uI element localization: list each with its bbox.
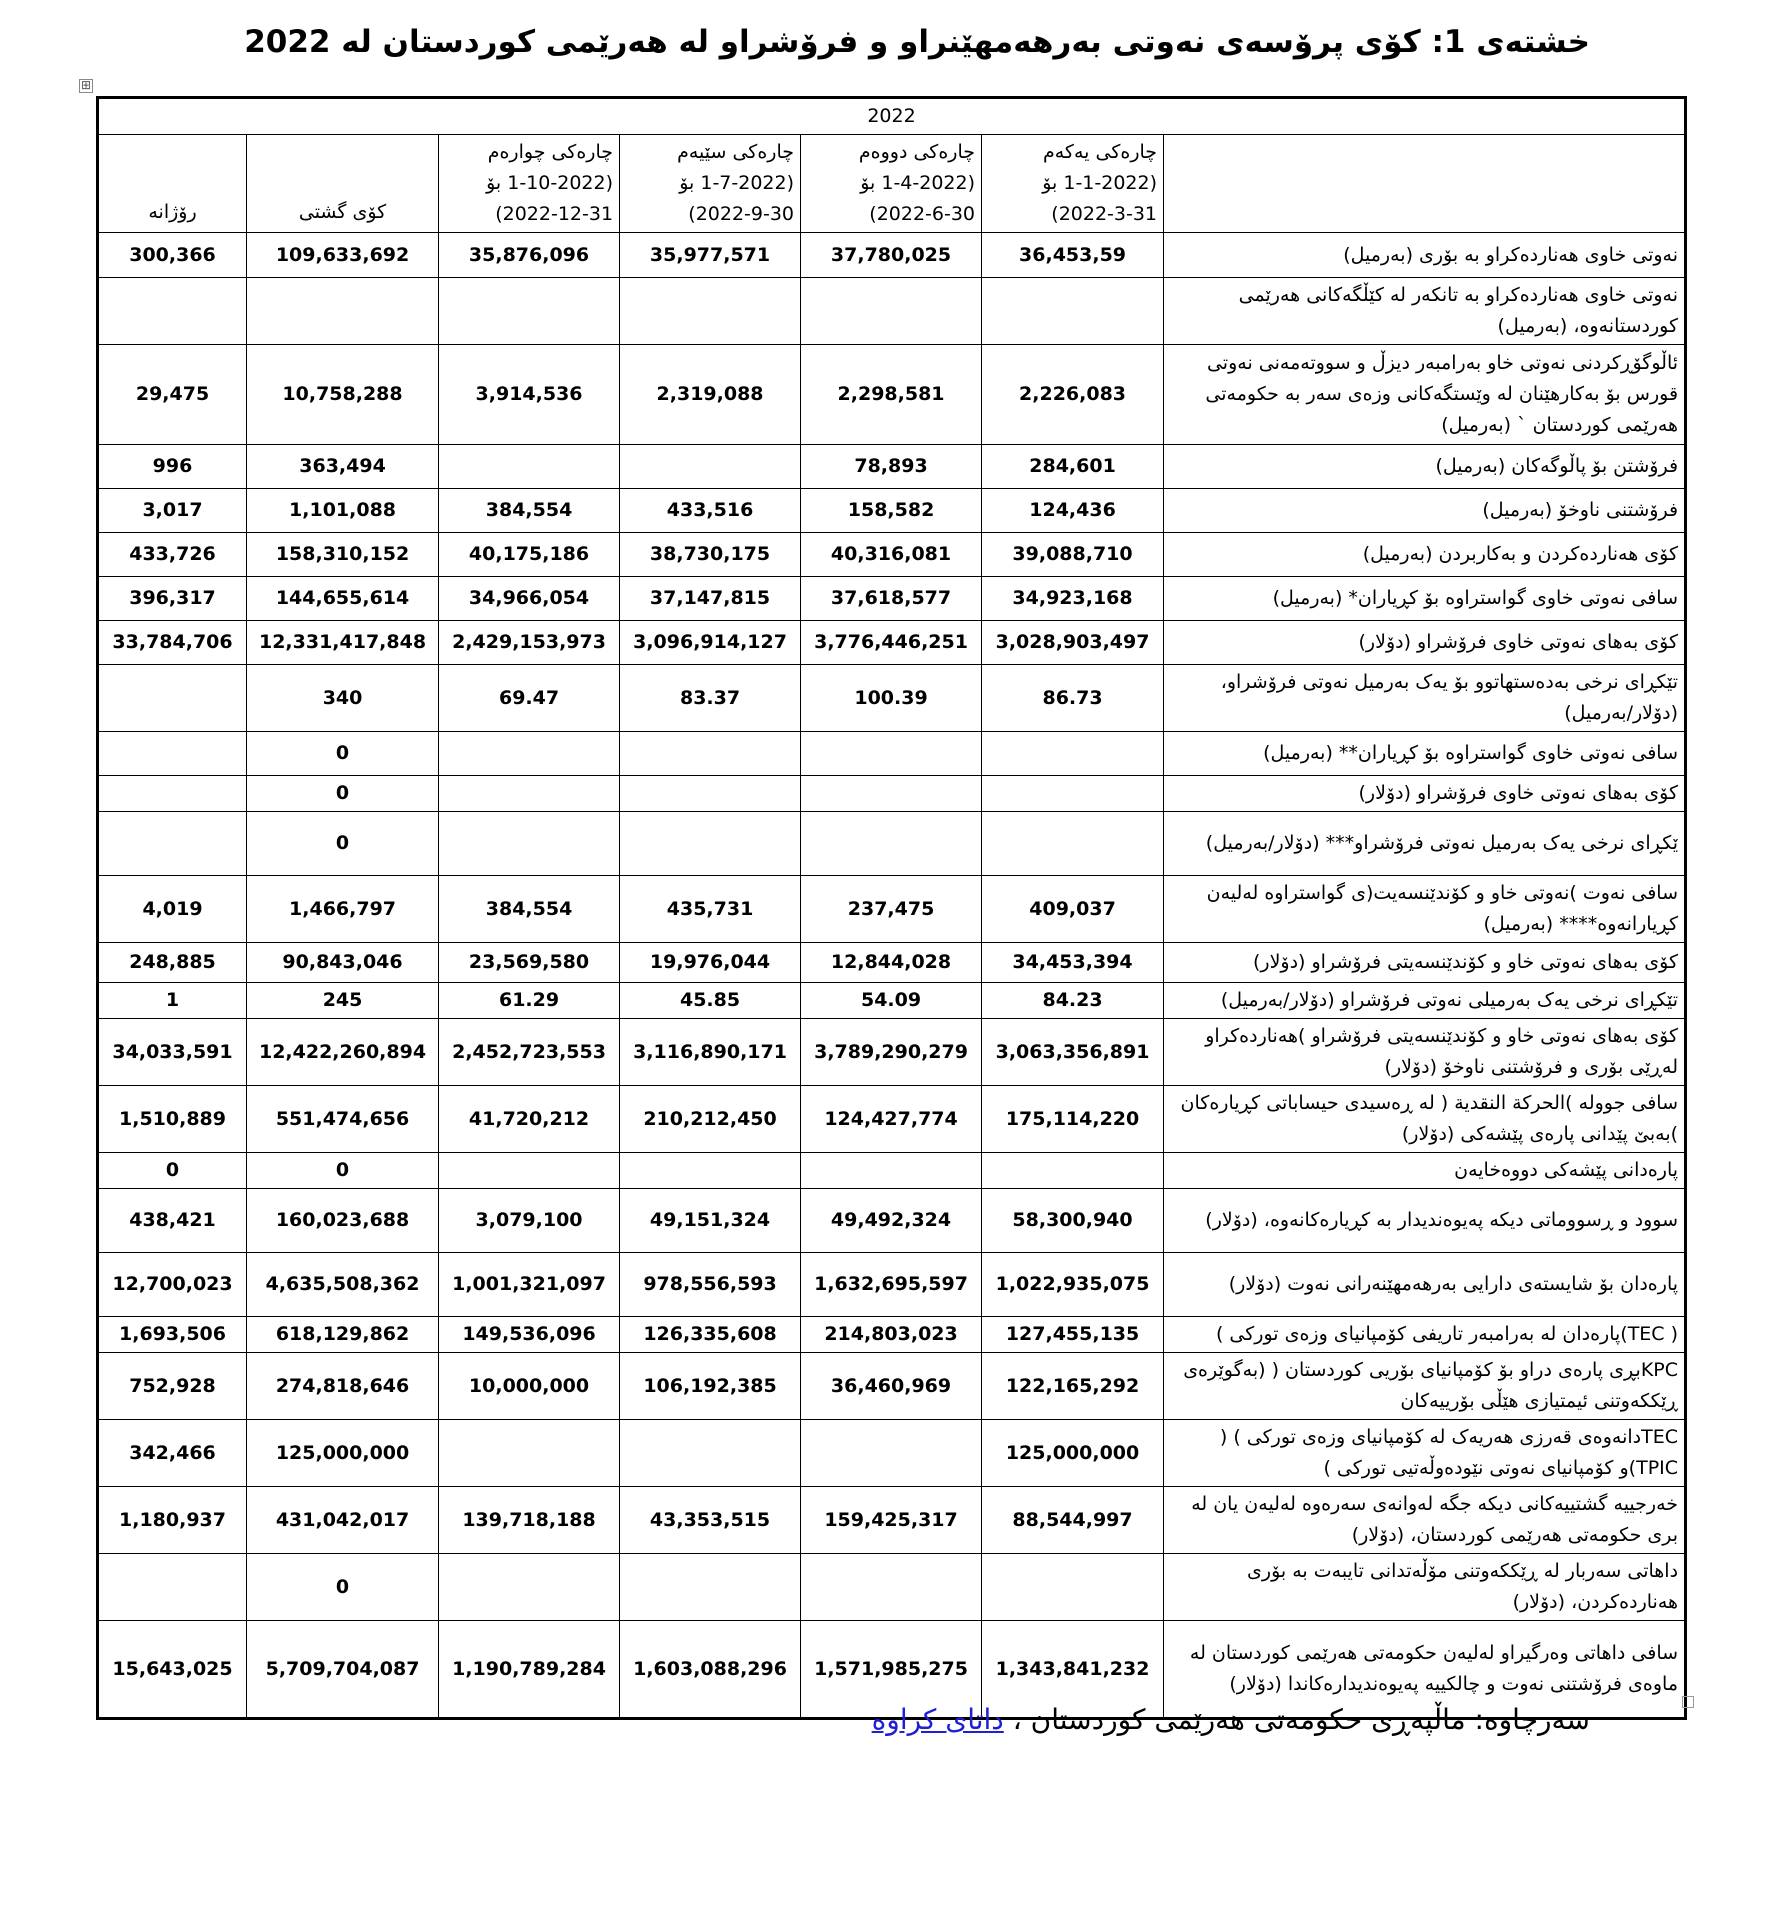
row-label: ئاڵوگۆڕکردنی نەوتی خاو بەرامبەر دیزڵ و سووتەمەنی نەوتی قورس بۆ بەکارهێنان لە وێستگەکانی وزەی سەر بە حکومەتی هەرێمی کوردستان ` (بەرمیل) <box>1164 345 1686 445</box>
cell-value: 0 <box>247 1153 439 1189</box>
cell-value: 40,175,186 <box>439 533 620 577</box>
cell-value <box>801 732 982 776</box>
cell-value: 1,632,695,597 <box>801 1253 982 1317</box>
cell-value <box>982 1153 1164 1189</box>
row-label: تێکڕای نرخی بەدەستهاتوو بۆ یەک بەرمیل نەوتی فرۆشراو، (دۆلار/بەرمیل) <box>1164 665 1686 732</box>
cell-value <box>620 1153 801 1189</box>
cell-value: 29,475 <box>98 345 247 445</box>
table-row <box>98 1189 1686 1253</box>
cell-value: 160,023,688 <box>247 1189 439 1253</box>
cell-value: 34,923,168 <box>982 577 1164 621</box>
table-row <box>98 1420 1686 1487</box>
cell-value: 300,366 <box>98 233 247 278</box>
table-row <box>98 1086 1686 1153</box>
cell-value: 1,190,789,284 <box>439 1621 620 1719</box>
cell-value: 35,977,571 <box>620 233 801 278</box>
cell-value <box>982 776 1164 812</box>
cell-value <box>439 445 620 489</box>
row-label: کۆی بەهای نەوتی خاو و کۆندێنسەیتی فرۆشراو (دۆلار) <box>1164 943 1686 983</box>
page-title: خشتەی 1: کۆی پرۆسەی نەوتی بەرهەمهێنراو و فرۆشراو لە هەرێمی کوردستان لە 2022 <box>244 24 1590 60</box>
cell-value: 45.85 <box>620 983 801 1019</box>
cell-value: 752,928 <box>98 1353 247 1420</box>
col-header-daily: رۆژانە <box>98 135 247 233</box>
row-label: پارەدانی پێشەکی دووەخایەن <box>1164 1153 1686 1189</box>
cell-value: 0 <box>247 732 439 776</box>
cell-value <box>801 812 982 876</box>
year-header-row <box>98 98 1686 135</box>
cell-value: 3,079,100 <box>439 1189 620 1253</box>
row-label: TECدانەوەی قەرزی هەریەک لە کۆمپانیای وزەی تورکی ) ( TPIC)و کۆمپانیای نەوتی نێودەوڵەتیی تورکی ) <box>1164 1420 1686 1487</box>
table-row <box>98 577 1686 621</box>
cell-value: 2,298,581 <box>801 345 982 445</box>
cell-value: 340 <box>247 665 439 732</box>
cell-value <box>439 776 620 812</box>
cell-value: 1,022,935,075 <box>982 1253 1164 1317</box>
cell-value: 396,317 <box>98 577 247 621</box>
column-header-row <box>98 135 1686 233</box>
table-row <box>98 621 1686 665</box>
cell-value: 41,720,212 <box>439 1086 620 1153</box>
col-header-q3: چارەکی سێیەم (1-7-2022 بۆ 2022-9-30) <box>620 135 801 233</box>
cell-value: 34,966,054 <box>439 577 620 621</box>
cell-value: 3,914,536 <box>439 345 620 445</box>
cell-value <box>439 278 620 345</box>
cell-value: 158,582 <box>801 489 982 533</box>
cell-value: 3,028,903,497 <box>982 621 1164 665</box>
table-row <box>98 1019 1686 1086</box>
cell-value <box>982 1554 1164 1621</box>
source-line <box>400 1703 1590 1736</box>
cell-value: 4,635,508,362 <box>247 1253 439 1317</box>
cell-value: 58,300,940 <box>982 1189 1164 1253</box>
cell-value <box>439 812 620 876</box>
cell-value: 37,618,577 <box>801 577 982 621</box>
table-resize-handle[interactable] <box>1682 1696 1694 1708</box>
cell-value: 34,033,591 <box>98 1019 247 1086</box>
row-label: سافی نەوتی خاوی گواستراوە بۆ کڕیاران** (بەرمیل) <box>1164 732 1686 776</box>
cell-value: 40,316,081 <box>801 533 982 577</box>
cell-value: 125,000,000 <box>247 1420 439 1487</box>
cell-value: 433,516 <box>620 489 801 533</box>
cell-value: 36,453,59 <box>982 233 1164 278</box>
cell-value: 431,042,017 <box>247 1487 439 1554</box>
cell-value: 78,893 <box>801 445 982 489</box>
cell-value <box>439 1554 620 1621</box>
cell-value: 144,655,614 <box>247 577 439 621</box>
cell-value: 237,475 <box>801 876 982 943</box>
cell-value: 0 <box>247 812 439 876</box>
row-label: سافی نەوت )نەوتی خاو و کۆندێنسەیت(ی گواستراوە لەلیەن کڕیارانەوە**** (بەرمیل) <box>1164 876 1686 943</box>
cell-value: 35,876,096 <box>439 233 620 278</box>
cell-value: 34,453,394 <box>982 943 1164 983</box>
table-row <box>98 1353 1686 1420</box>
table-row <box>98 489 1686 533</box>
cell-value: 12,422,260,894 <box>247 1019 439 1086</box>
cell-value: 363,494 <box>247 445 439 489</box>
cell-value: 1,101,088 <box>247 489 439 533</box>
cell-value: 3,116,890,171 <box>620 1019 801 1086</box>
cell-value <box>620 278 801 345</box>
cell-value: 175,114,220 <box>982 1086 1164 1153</box>
cell-value: 0 <box>247 776 439 812</box>
cell-value: 284,601 <box>982 445 1164 489</box>
cell-value: 84.23 <box>982 983 1164 1019</box>
cell-value: 2,319,088 <box>620 345 801 445</box>
row-label: فرۆشتن بۆ پاڵوگەکان (بەرمیل) <box>1164 445 1686 489</box>
cell-value: 342,466 <box>98 1420 247 1487</box>
table-row <box>98 776 1686 812</box>
row-label: داهاتی سەربار لە ڕێککەوتنی مۆڵەتدانی تایبەت بە بۆری هەناردەکردن، (دۆلار) <box>1164 1554 1686 1621</box>
cell-value <box>98 732 247 776</box>
table-row <box>98 1153 1686 1189</box>
table-row <box>98 445 1686 489</box>
cell-value <box>98 1554 247 1621</box>
row-label: کۆی هەناردەکردن و بەکاربردن (بەرمیل) <box>1164 533 1686 577</box>
table-row <box>98 1317 1686 1353</box>
cell-value <box>801 1153 982 1189</box>
cell-value: 127,455,135 <box>982 1317 1164 1353</box>
row-label: نەوتی خاوی هەناردەکراو بە بۆری (بەرمیل) <box>1164 233 1686 278</box>
cell-value <box>439 732 620 776</box>
row-label: کۆی بەهای نەوتی خاوی فرۆشراو (دۆلار) <box>1164 776 1686 812</box>
cell-value: 15,643,025 <box>98 1621 247 1719</box>
row-label: فرۆشتنی ناوخۆ (بەرمیل) <box>1164 489 1686 533</box>
cell-value: 122,165,292 <box>982 1353 1164 1420</box>
table-row <box>98 1253 1686 1317</box>
cell-value: 1,571,985,275 <box>801 1621 982 1719</box>
cell-value: 139,718,188 <box>439 1487 620 1554</box>
cell-value <box>98 665 247 732</box>
cell-value <box>620 1420 801 1487</box>
cell-value: 1,510,889 <box>98 1086 247 1153</box>
cell-value: 210,212,450 <box>620 1086 801 1153</box>
cell-value: 49,492,324 <box>801 1189 982 1253</box>
cell-value: 1,603,088,296 <box>620 1621 801 1719</box>
cell-value: 618,129,862 <box>247 1317 439 1353</box>
col-header-q2: چارەکی دووەم (1-4-2022 بۆ 2022-6-30) <box>801 135 982 233</box>
oil-data-table <box>96 96 1687 1720</box>
cell-value: 109,633,692 <box>247 233 439 278</box>
cell-value: 551,474,656 <box>247 1086 439 1153</box>
table-row <box>98 812 1686 876</box>
cell-value <box>801 278 982 345</box>
row-label: کۆی بەهای نەوتی خاوی فرۆشراو (دۆلار) <box>1164 621 1686 665</box>
cell-value: 1,001,321,097 <box>439 1253 620 1317</box>
row-label: ێکڕای نرخی یەک بەرمیل نەوتی فرۆشراو*** (دۆلار/بەرمیل) <box>1164 812 1686 876</box>
cell-value <box>801 1420 982 1487</box>
cell-value: 274,818,646 <box>247 1353 439 1420</box>
cell-value: 88,544,997 <box>982 1487 1164 1554</box>
table-row <box>98 278 1686 345</box>
cell-value: 248,885 <box>98 943 247 983</box>
cell-value <box>620 445 801 489</box>
cell-value: 5,709,704,087 <box>247 1621 439 1719</box>
cell-value: 409,037 <box>982 876 1164 943</box>
cell-value: 3,017 <box>98 489 247 533</box>
cell-value: 12,331,417,848 <box>247 621 439 665</box>
cell-value <box>98 278 247 345</box>
cell-value: 37,147,815 <box>620 577 801 621</box>
cell-value: 61.29 <box>439 983 620 1019</box>
cell-value: 38,730,175 <box>620 533 801 577</box>
col-header-q4: چارەکی چوارەم (1-10-2022 بۆ 2022-12-31) <box>439 135 620 233</box>
cell-value: 149,536,096 <box>439 1317 620 1353</box>
cell-value: 3,096,914,127 <box>620 621 801 665</box>
cell-value: 3,789,290,279 <box>801 1019 982 1086</box>
cell-value <box>98 812 247 876</box>
table-row <box>98 533 1686 577</box>
cell-value: 10,000,000 <box>439 1353 620 1420</box>
cell-value: 106,192,385 <box>620 1353 801 1420</box>
cell-value: 39,088,710 <box>982 533 1164 577</box>
cell-value: 36,460,969 <box>801 1353 982 1420</box>
cell-value: 384,554 <box>439 876 620 943</box>
cell-value <box>439 1153 620 1189</box>
row-label: سوود و ڕسووماتی دیکە پەیوەندیدار بە کڕیارەکانەوە، (دۆلار) <box>1164 1189 1686 1253</box>
cell-value: 4,019 <box>98 876 247 943</box>
cell-value <box>439 1420 620 1487</box>
cell-value: 1,343,841,232 <box>982 1621 1164 1719</box>
row-label: سافی نەوتی خاوی گواستراوە بۆ کڕیاران* (بەرمیل) <box>1164 577 1686 621</box>
cell-value: 2,226,083 <box>982 345 1164 445</box>
col-header-q1: چارەکی یەکەم (1-1-2022 بۆ 2022-3-31) <box>982 135 1164 233</box>
cell-value: 100.39 <box>801 665 982 732</box>
row-label: تێکڕای نرخی یەک بەرمیلی نەوتی فرۆشراو (دۆلار/بەرمیل) <box>1164 983 1686 1019</box>
cell-value: 19,976,044 <box>620 943 801 983</box>
row-label: خەرجییە گشتییەکانی دیکە جگە لەوانەی سەرەوە لەلیەن یان لە بری حکومەتی هەرێمی کوردستان، (دۆلار) <box>1164 1487 1686 1554</box>
cell-value <box>801 1554 982 1621</box>
table-row <box>98 732 1686 776</box>
table-row <box>98 665 1686 732</box>
cell-value: 83.37 <box>620 665 801 732</box>
cell-value: 0 <box>98 1153 247 1189</box>
row-label: سافی داهاتی وەرگیراو لەلیەن حکومەتی هەرێمی کوردستان لە ماوەی فرۆشتنی نەوت و چالکییە پەیوەندیدارەکاندا (دۆلار) <box>1164 1621 1686 1719</box>
cell-value: 2,452,723,553 <box>439 1019 620 1086</box>
cell-value: 435,731 <box>620 876 801 943</box>
table-row <box>98 1554 1686 1621</box>
open-data-link[interactable]: داتای کراوە <box>871 1703 1004 1736</box>
table-row <box>98 983 1686 1019</box>
cell-value: 3,776,446,251 <box>801 621 982 665</box>
row-label: ( TEC)پارەدان لە بەرامبەر تاریفی کۆمپانیای وزەی تورکی ) <box>1164 1317 1686 1353</box>
cell-value: 159,425,317 <box>801 1487 982 1554</box>
table-row <box>98 233 1686 278</box>
table-body <box>98 233 1686 1719</box>
cell-value <box>620 776 801 812</box>
label-column-header <box>1164 135 1686 233</box>
cell-value: 86.73 <box>982 665 1164 732</box>
cell-value: 49,151,324 <box>620 1189 801 1253</box>
cell-value <box>620 812 801 876</box>
cell-value: 158,310,152 <box>247 533 439 577</box>
row-label: نەوتی خاوی هەناردەکراو بە تانکەر لە کێڵگەکانی هەرێمی کوردستانەوە، (بەرمیل) <box>1164 278 1686 345</box>
row-label: سافی جوولە )الحرکة النقدیة ( لە ڕەسیدی حیساباتی کڕیارەکان )بەبێ پێدانی پارەی پێشەکی (دۆلار) <box>1164 1086 1686 1153</box>
year-header: 2022 <box>98 98 1686 135</box>
cell-value: 978,556,593 <box>620 1253 801 1317</box>
cell-value: 124,427,774 <box>801 1086 982 1153</box>
cell-value <box>982 812 1164 876</box>
table-row <box>98 345 1686 445</box>
table-row <box>98 1487 1686 1554</box>
row-label: کۆی بەهای نەوتی خاو و کۆندێنسەیتی فرۆشراو )هەناردەکراو لەڕێی بۆری و فرۆشتنی ناوخۆ (دۆلار) <box>1164 1019 1686 1086</box>
cell-value: 1,466,797 <box>247 876 439 943</box>
cell-value: 433,726 <box>98 533 247 577</box>
cell-value: 996 <box>98 445 247 489</box>
table-move-handle-icon[interactable]: ⊞ <box>80 78 92 92</box>
cell-value: 10,758,288 <box>247 345 439 445</box>
cell-value <box>801 776 982 812</box>
cell-value <box>620 1554 801 1621</box>
source-label: سەرچاوە: ماڵپەڕی حکومەتی هەرێمی کوردستان ، <box>1012 1703 1590 1736</box>
cell-value: 125,000,000 <box>982 1420 1164 1487</box>
cell-value <box>247 278 439 345</box>
cell-value: 0 <box>247 1554 439 1621</box>
cell-value: 23,569,580 <box>439 943 620 983</box>
cell-value: 384,554 <box>439 489 620 533</box>
cell-value: 1,693,506 <box>98 1317 247 1353</box>
row-label: پارەدان بۆ شایستەی دارایی بەرهەمهێنەرانی نەوت (دۆلار) <box>1164 1253 1686 1317</box>
col-header-total: کۆی گشتی <box>247 135 439 233</box>
cell-value: 90,843,046 <box>247 943 439 983</box>
cell-value: 12,700,023 <box>98 1253 247 1317</box>
cell-value: 69.47 <box>439 665 620 732</box>
cell-value: 1,180,937 <box>98 1487 247 1554</box>
cell-value <box>620 732 801 776</box>
cell-value: 124,436 <box>982 489 1164 533</box>
table-row <box>98 943 1686 983</box>
cell-value: 33,784,706 <box>98 621 247 665</box>
cell-value: 2,429,153,973 <box>439 621 620 665</box>
cell-value: 245 <box>247 983 439 1019</box>
cell-value: 12,844,028 <box>801 943 982 983</box>
cell-value: 3,063,356,891 <box>982 1019 1164 1086</box>
cell-value: 126,335,608 <box>620 1317 801 1353</box>
cell-value: 37,780,025 <box>801 233 982 278</box>
cell-value <box>982 732 1164 776</box>
cell-value <box>982 278 1164 345</box>
cell-value <box>98 776 247 812</box>
table-row <box>98 876 1686 943</box>
cell-value: 214,803,023 <box>801 1317 982 1353</box>
cell-value: 438,421 <box>98 1189 247 1253</box>
row-label: KPCبڕی پارەی دراو بۆ کۆمپانیای بۆریی کوردستان ( (بەگوێرەی ڕێککەوتنی ئیمتیازی هێڵی بۆرییەکان <box>1164 1353 1686 1420</box>
cell-value: 43,353,515 <box>620 1487 801 1554</box>
cell-value: 54.09 <box>801 983 982 1019</box>
cell-value: 1 <box>98 983 247 1019</box>
